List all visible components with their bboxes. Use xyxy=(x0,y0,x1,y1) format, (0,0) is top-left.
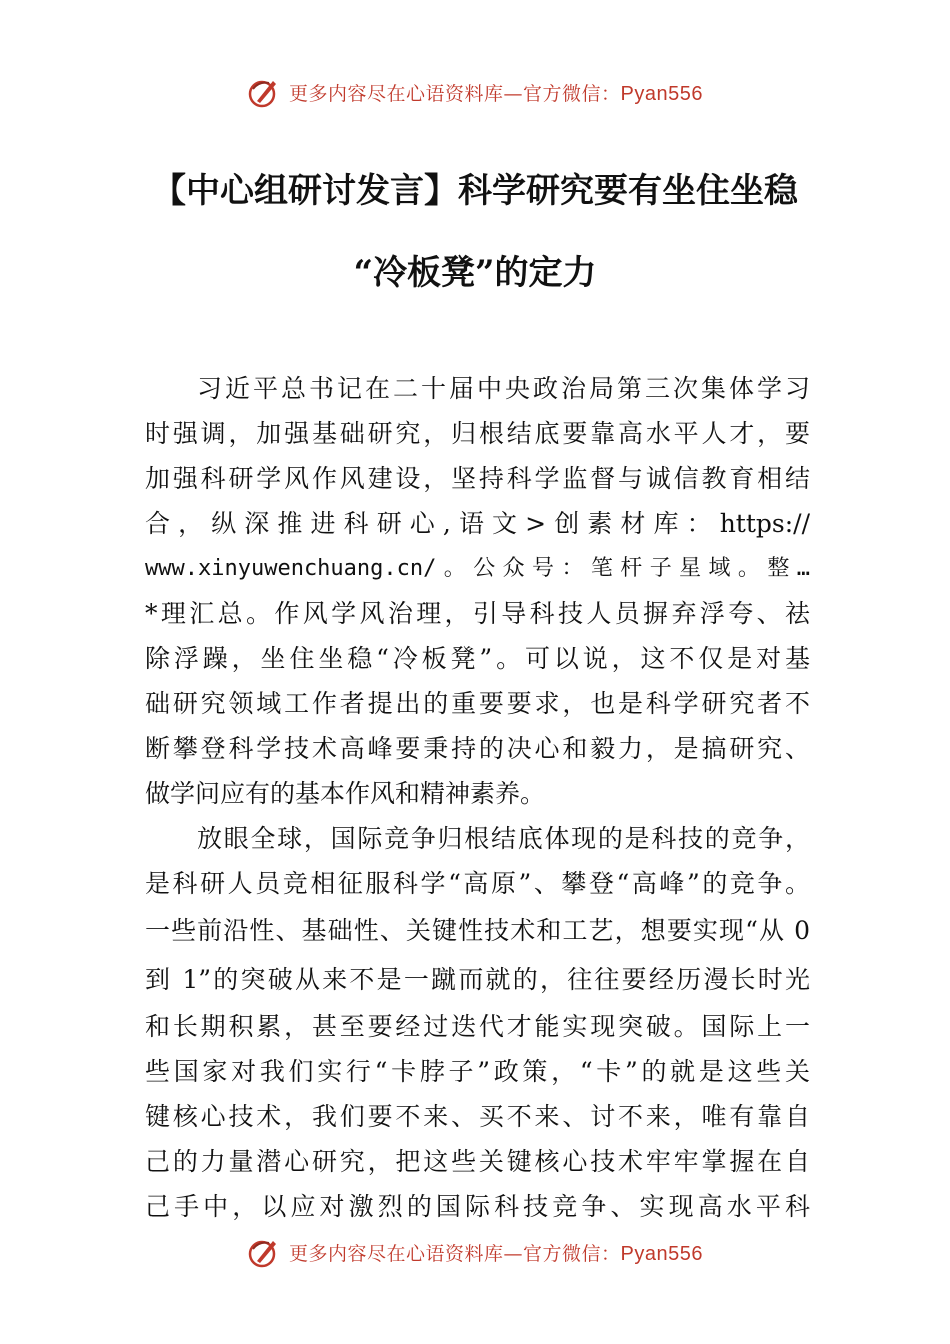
quill-pen-logo-icon xyxy=(247,75,281,109)
footer-watermark xyxy=(0,1230,950,1274)
text-line: 断攀登科学技术高峰要秉持的决心和毅力，是搞研究、 xyxy=(145,734,810,763)
text-line: 时强调，加强基础研究，归根结底要靠高水平人才，要 xyxy=(145,419,810,448)
text-line: 一些前沿性、基础性、关键性技术和工艺，想要实现“从 0 xyxy=(145,916,810,945)
text-line: *理汇总。作风学风治理，引导科技人员摒弃浮夸、祛 xyxy=(145,599,810,628)
document-body xyxy=(145,366,810,1229)
text-line: 是科研人员竞相征服科学“高原”、攀登“高峰”的竞争。 xyxy=(145,869,810,898)
header-watermark xyxy=(0,70,950,114)
paragraph-1 xyxy=(145,366,810,816)
text-line: 础研究领域工作者提出的重要要求，也是科学研究者不 xyxy=(145,689,810,718)
quill-pen-logo-icon xyxy=(247,1235,281,1269)
text-line: 键核心技术，我们要不来、买不来、讨不来，唯有靠自 xyxy=(145,1102,810,1131)
text-line: 放眼全球，国际竞争归根结底体现的是科技的竞争， xyxy=(197,824,810,853)
text-line: 到 1”的突破从来不是一蹴而就的，往往要经历漫长时光 xyxy=(145,965,810,994)
document-title xyxy=(60,150,890,314)
watermark-text: 更多内容尽在心语资料库—官方微信：Pyan556 xyxy=(289,82,703,105)
title-line-2: “冷板凳”的定力 xyxy=(353,253,597,293)
text-line: 合，纵深推进科研心,语文>创素材库：https:// xyxy=(145,509,810,538)
text-line: 习近平总书记在二十届中央政治局第三次集体学习 xyxy=(197,374,810,403)
text-line: 加强科研学风作风建设，坚持科学监督与诚信教育相结 xyxy=(145,464,810,493)
text-line: 和长期积累，甚至要经过迭代才能实现突破。国际上一 xyxy=(145,1012,810,1041)
watermark-text: 更多内容尽在心语资料库—官方微信：Pyan556 xyxy=(289,1242,703,1265)
text-line: 己手中，以应对激烈的国际科技竞争、实现高水平科 xyxy=(145,1192,810,1221)
text-line: 除浮躁，坐住坐稳“冷板凳”。可以说，这不仅是对基 xyxy=(145,644,810,673)
text-line: 些国家对我们实行“卡脖子”政策，“卡”的就是这些关 xyxy=(145,1057,810,1086)
title-line-1: 【中心组研讨发言】科学研究要有坐住坐稳 xyxy=(152,171,798,211)
text-line: 己的力量潜心研究，把这些关键核心技术牢牢掌握在自 xyxy=(145,1147,810,1176)
text-line: www.xinyuwenchuang.cn/。公众号：笔杆子星域。整… xyxy=(145,556,810,581)
text-line: 做学问应有的基本作风和精神素养。 xyxy=(145,779,546,808)
paragraph-2 xyxy=(145,816,810,1229)
